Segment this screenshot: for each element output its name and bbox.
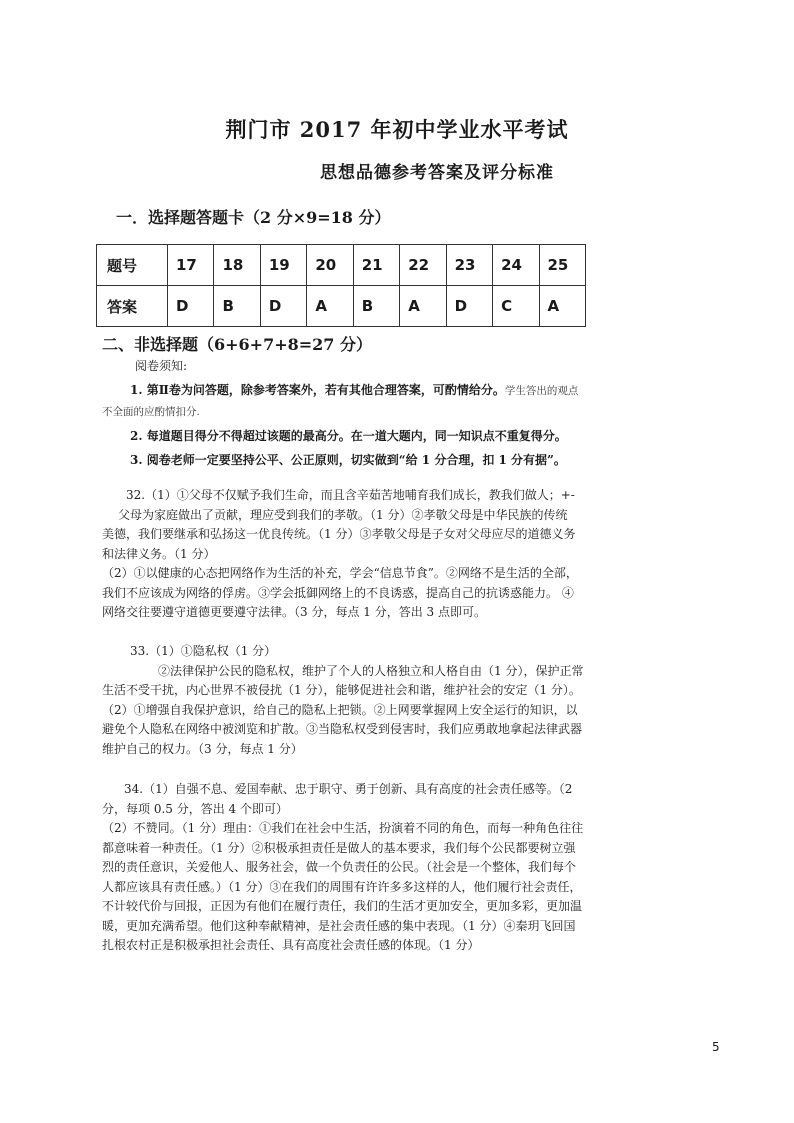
page-number: 5 [712, 1040, 720, 1054]
exam-subtitle: 思想品德参考答案及评分标准 [320, 163, 554, 183]
q32-line: 美德，我们要继承和弘扬这一优良传统。（1 分）③孝敬父母是子女对父母应尽的道德义务 [102, 527, 576, 541]
q33-line: 维护自己的权力。（3 分，每点 1 分） [102, 741, 303, 756]
table-cell: C [493, 286, 539, 327]
table-cell: A [307, 286, 353, 327]
table-cell: A [400, 286, 446, 327]
table-cell: 20 [307, 245, 353, 286]
q32-line: 32.（1）①父母不仅赋予我们生命，而且含辛茹苦地哺育我们成长，教我们做人；+- [126, 488, 575, 502]
q34-line: 烈的责任意识，关爱他人、服务社会，做一个负责任的公民。（社会是一个整体，我们每个 [102, 860, 577, 874]
q32-line: 父母为家庭做出了贡献，理应受到我们的孝敬。（1 分）②孝敬父母是中华民族的传统 [118, 507, 568, 522]
table-row-numbers [97, 245, 586, 286]
table-cell: B [214, 286, 260, 327]
q34-line: 人都应该具有责任感。）（1 分）③在我们的周围有许许多多这样的人，他们履行社会责任， [102, 879, 582, 894]
exam-title: 荆门市 2017 年初中学业水平考试 [225, 117, 569, 142]
q33-line: （2）①增强自我保护意识，给自己的隐私上把锁。②上网要掌握网上安全运行的知识，以 [102, 702, 578, 717]
answer-table [96, 244, 586, 327]
q33-line: 避免个人隐私在网络中被浏览和扩散。③当隐私权受到侵害时，我们应勇敢地拿起法律武器 [102, 722, 583, 736]
question-33 [102, 642, 662, 759]
q32-line: 网络交往要遵守道德更要遵守法律。（3 分，每点 1 分，答出 3 点即可。 [102, 605, 486, 619]
q34-line: 不计较代价与回报，正因为有他们在履行责任，我们的生活才更加安全，更加多彩，更加温 [102, 899, 583, 913]
section-1-heading: 一．选择题答题卡（2 分×9=18 分） [116, 208, 391, 227]
table-head-answer: 答案 [97, 286, 168, 327]
note-1 [130, 380, 578, 401]
table-cell: B [353, 286, 399, 327]
q33-line: 生活不受干扰，内心世界不被侵扰（1 分），能够促进社会和谐，维护社会的安定（1 分）。 [102, 683, 581, 697]
q33-line: 33.（1）①隐私权（1 分） [130, 644, 277, 658]
table-cell: 22 [400, 245, 446, 286]
question-34 [102, 780, 662, 956]
q34-line: 暖，更加充满希望。他们这种奉献精神，是社会责任感的集中表现。（1 分）④秦玥飞回国 [102, 918, 576, 933]
q34-line: （2）不赞同。（1 分）理由：①我们在社会中生活，扮演着不同的角色，而每一种角色往往 [102, 821, 584, 835]
note-3: 3. 阅卷老师一定要坚持公平、公正原则，切实做到“给 1 分合理，扣 1 分有据”。 [130, 453, 566, 467]
section-2-heading: 二、非选择题（6+6+7+8=27 分） [102, 335, 372, 354]
table-cell: 21 [353, 245, 399, 286]
table-cell: A [539, 286, 586, 327]
note-2: 2. 每道题目得分不得超过该题的最高分。在一道大题内，同一知识点不重复得分。 [130, 429, 567, 443]
table-cell: D [260, 286, 306, 327]
note-1-cont: 不全面的应酌情扣分. [102, 406, 200, 418]
note-1-text: 1. 第Ⅱ卷为问答题，除参考答案外，若有其他合理答案，可酌情给分。 [130, 383, 505, 397]
q34-line: 都意味着一种责任。（1 分）②积极承担责任是做人的基本要求，我们每个公民都要树立强 [102, 840, 576, 855]
table-cell: 17 [168, 245, 214, 286]
question-32 [102, 486, 662, 623]
q32-line: （2）①以健康的心态把网络作为生活的补充，学会“信息节食”。②网络不是生活的全部， [102, 566, 578, 580]
q33-line: ②法律保护公民的隐私权，维护了个人的人格独立和人格自由（1 分），保护正常 [158, 663, 584, 678]
table-cell: 23 [446, 245, 492, 286]
q32-line: 和法律义务。（1 分） [102, 546, 216, 561]
q32-line: 我们不应该成为网络的俘虏。③学会抵御网络上的不良诱惑，提高自己的抗诱惑能力。 ④ [102, 585, 574, 600]
table-cell: 18 [214, 245, 260, 286]
table-row-answers [97, 286, 586, 327]
table-cell: D [168, 286, 214, 327]
table-head-number: 题号 [97, 245, 168, 286]
table-cell: 19 [260, 245, 306, 286]
q34-line: 扎根农村正是积极承担社会责任、具有高度社会责任感的体现。（1 分） [102, 938, 480, 952]
notes-heading: 阅卷须知: [135, 359, 188, 373]
q34-line: 34.（1）自强不息、爱国奉献、忠于职守、勇于创新、具有高度的社会责任感等。（2 [124, 782, 573, 796]
table-cell: 24 [493, 245, 539, 286]
table-cell: D [446, 286, 492, 327]
table-cell: 25 [539, 245, 586, 286]
note-1-small: 学生答出的观点 [504, 385, 579, 397]
q34-line: 分，每项 0.5 分，答出 4 个即可） [102, 801, 288, 816]
